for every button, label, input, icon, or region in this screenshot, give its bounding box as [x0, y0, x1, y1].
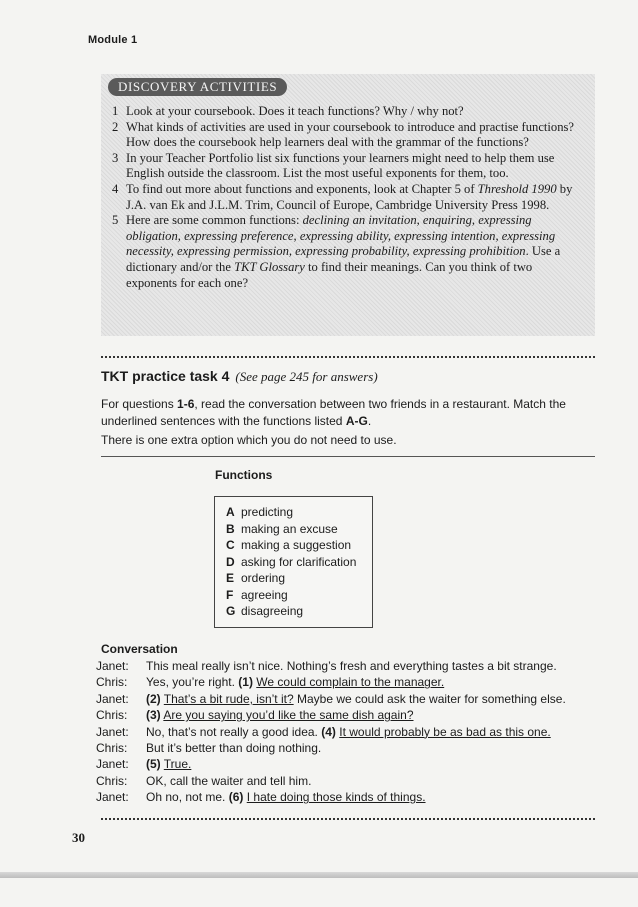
option-text: ordering [241, 571, 286, 585]
rule-divider [101, 456, 595, 457]
underlined-sentence: Are you saying you’d like the same dish again? [163, 708, 414, 723]
option-text: making an excuse [241, 521, 338, 536]
question-number: (5) [146, 757, 161, 772]
line-text: But it’s better than doing nothing. [146, 741, 322, 756]
task-note: There is one extra option which you do not need to use. [101, 433, 397, 447]
conversation-line [96, 674, 596, 690]
conversation-line [96, 773, 596, 789]
underlined-sentence: It would probably be as bad as this one. [339, 724, 551, 739]
line-text-after: Maybe we could ask the waiter for something else. [293, 691, 566, 706]
list-item [112, 104, 582, 120]
discovery-activities-title: DISCOVERY ACTIVITIES [108, 78, 287, 96]
option-letter: E [226, 571, 235, 585]
underlined-sentence: True. [163, 757, 192, 772]
page-number: 30 [72, 830, 85, 845]
option-letter: A [226, 505, 235, 519]
function-option [226, 521, 356, 538]
speaker: Chris: [96, 708, 128, 723]
conversation-line [96, 789, 596, 805]
option-text: asking for clarification [241, 554, 357, 569]
option-text: making a suggestion [241, 538, 352, 552]
option-letter: C [226, 538, 235, 552]
item-text-mid: . Use a dictionary and/or the [126, 244, 561, 274]
instr-text: , read the conversation between two friends in a restaurant. Match the underlined sentences with the functions listed [101, 397, 566, 428]
task-heading [101, 368, 378, 385]
conversation [96, 658, 596, 806]
option-text: predicting [241, 505, 294, 519]
conversation-label: Conversation [101, 642, 178, 656]
underlined-sentence: I hate doing those kinds of things. [246, 790, 426, 805]
instr-bold: A-G [345, 414, 368, 428]
item-number: 2 [112, 119, 119, 134]
option-letter: G [226, 604, 236, 618]
item-text-italic-2: TKT Glossary [234, 259, 305, 274]
function-option [226, 587, 356, 604]
function-option [226, 570, 356, 587]
question-number: (4) [321, 724, 336, 739]
conversation-line [96, 756, 596, 772]
underlined-sentence: We could complain to the manager. [256, 675, 445, 690]
item-text: In your Teacher Portfolio list six functions your learners might need to help them use English outside the classroom. List the most useful exponents for them, too. [126, 150, 555, 181]
line-text: No, that’s not really a good idea. [146, 724, 322, 739]
answer-reference: (See page 245 for answers) [235, 369, 378, 384]
speaker: Janet: [96, 691, 129, 706]
task-title: TKT practice task 4 [101, 368, 230, 384]
item-text-italic: declining an invitation, enquiring, expressing obligation, expressing preference, expressing ability, expressing intention, expressing necessity, expressing permission, expressing probability, expressing prohibition [126, 213, 556, 259]
item-text: Look at your coursebook. Does it teach functions? Why / why not? [126, 104, 464, 118]
item-number: 4 [112, 181, 119, 196]
conversation-line [96, 658, 596, 674]
list-item [112, 213, 582, 291]
speaker: Janet: [96, 790, 129, 805]
speaker: Janet: [96, 659, 129, 673]
item-number: 3 [112, 150, 119, 165]
list-item [112, 120, 582, 151]
question-number: (3) [146, 708, 161, 723]
option-letter: B [226, 521, 235, 536]
dotted-divider-bottom [101, 818, 595, 820]
conversation-line [96, 691, 596, 707]
conversation-line [96, 707, 596, 723]
option-text: disagreeing [241, 604, 304, 618]
item-number: 1 [112, 104, 119, 118]
line-text: Yes, you’re right. [146, 675, 239, 690]
item-text-pre: Here are some common functions: [126, 213, 303, 228]
speaker: Chris: [96, 741, 128, 756]
running-header: Module 1 [88, 34, 138, 46]
instr-bold: 1-6 [177, 397, 195, 411]
line-text: This meal really isn’t nice. Nothing’s fresh and everything tastes a bit strange. [146, 659, 557, 673]
scan-edge-strip [0, 872, 638, 878]
item-text-pre: To find out more about functions and exponents, look at Chapter 5 of [126, 181, 478, 196]
underlined-sentence: That’s a bit rude, isn’t it? [163, 691, 294, 706]
function-option [226, 603, 356, 620]
list-item [112, 151, 582, 182]
functions-label: Functions [215, 468, 273, 482]
item-text: What kinds of activities are used in your coursebook to introduce and practise functions? How does the coursebook help learners deal with the grammar of the functions? [126, 119, 574, 150]
task-instructions [101, 396, 595, 430]
functions-list [226, 504, 356, 620]
question-number: (2) [146, 691, 161, 706]
option-letter: D [226, 554, 235, 569]
speaker: Janet: [96, 724, 129, 739]
dotted-divider-top [101, 356, 595, 358]
question-number: (6) [228, 790, 244, 805]
instr-text: . [367, 414, 372, 428]
speaker: Janet: [96, 757, 129, 772]
question-number: (1) [238, 675, 253, 690]
item-text-italic: Threshold 1990 [477, 181, 557, 196]
conversation-line [96, 724, 596, 740]
list-item [112, 182, 582, 213]
instr-text: For questions [101, 397, 178, 411]
speaker: Chris: [96, 675, 128, 690]
discovery-activities-list [112, 104, 582, 291]
conversation-line [96, 740, 596, 756]
option-letter: F [226, 587, 234, 602]
speaker: Chris: [96, 773, 128, 788]
item-number: 5 [112, 213, 119, 228]
line-text: OK, call the waiter and tell him. [146, 773, 312, 788]
function-option [226, 537, 356, 554]
function-option [226, 504, 356, 521]
line-text: Oh no, not me. [146, 790, 229, 805]
item-text-post: to find their meanings. Can you think of two exponents for each one? [126, 259, 533, 290]
function-option [226, 554, 356, 571]
item-text-post: by J.A. van Ek and J.L.M. Trim, Council of Europe, Cambridge University Press 1998. [126, 181, 573, 212]
option-text: agreeing [241, 587, 288, 602]
